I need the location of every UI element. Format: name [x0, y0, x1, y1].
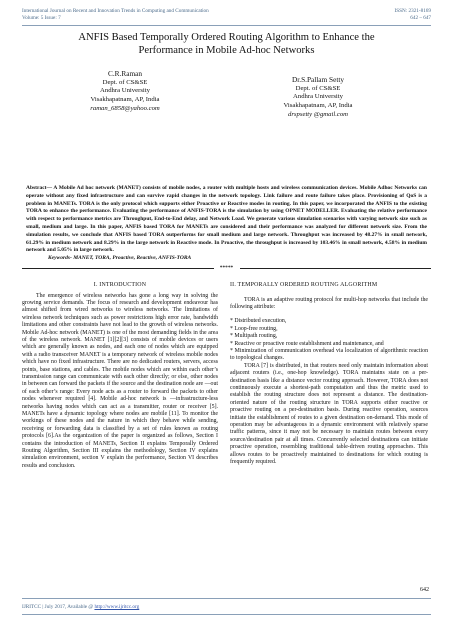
- keywords: [48, 255, 191, 261]
- author-email[interactable]: raman_6858@yahoo.com: [90, 105, 160, 113]
- section-2-body: TORA [7] is distributed, in that routers need only maintain information about adjacent routers (i.e., one-hop knowledge). TORA maintains state on a per-destination basis like a distance vector routing approach. However, TORA does not continuously execute a shortest-path computation and thus the metric used to establish the routing structure does not represent a distance. The destination-oriented nature of the routing structure in TORA supports either reactive or proactive routing on a per-destination basis. During reactive operation, sources initiate the establishment of routes to a given destination on-demand. This mode of operation may be advantageous in a dynamic environment with relatively sparse traffic patterns, since it may not be necessary to maintain routes between every source/destination pair at all times. Concurrently selected destinations can initiate proactive operation, resembling traditional table-driven routing approaches. This allows routes to be proactively maintained to destinations for which routing is frequently required.: [230, 362, 428, 466]
- author-name: C.R.Raman: [107, 69, 143, 78]
- abstract: [26, 185, 427, 255]
- list-item: * Distributed execution,: [230, 318, 287, 325]
- author-block-2: [248, 75, 388, 120]
- author-dept: Dept. of CS&SE: [295, 84, 341, 92]
- keywords-text: MANET, TORA, Proactive, Reactive, ANFIS-TORA: [71, 255, 192, 261]
- title-line-2: Performance in Mobile Ad-hoc Networks: [138, 45, 315, 57]
- page-number: 642: [420, 587, 429, 593]
- separator-stars: *****: [219, 265, 234, 271]
- author-city: Visakhapatnam, AP, India: [283, 102, 353, 110]
- author-email[interactable]: drspsetty @gmail.com: [287, 111, 349, 119]
- journal-volume: Volume: 5 Issue: 7: [22, 14, 61, 21]
- section-2-heading: II. TEMPORALLY ORDERED ROUTING ALGORITHM: [230, 282, 378, 288]
- journal-link[interactable]: http://www.ijritcc.org: [94, 604, 140, 610]
- section-2-intro: TORA is an adaptive routing protocol for multi-hop networks that include the following attribute:: [230, 296, 428, 310]
- attribute-list: [230, 318, 428, 362]
- section-1-body: The emergence of wireless networks has gone a long way in solving the growing service demands. The focus of research and development endeavour has almost shifted from wired networks to wireless networks. The limitations of wireless network techniques such as power restrictions high error rate, bandwidth limitations and other constraints have not lead to the growth of wireless networks. Mobile Ad-hoc network (MANET) is one of the most demanding fields in the area of the wireless network. MANET [1][2][3] consists of mobile devices or users which are generally known as nodes, and each one of nodes which are equipped with a radio transceiver MANET is a temporary network of wireless mobile nodes which have no fixed infrastructure. There are no dedicated routers, servers, access points, base stations, and cables. The mobile nodes which are within each other’s transmission range can communicate with each other directly; or else, other nodes in between can forward the packets if the source and the destination node are ―out of each other’s range: Every node acts as a router to forward the packets to other nodes whenever required [4]. Mobile ad-hoc network is ―infrastructure-less networks having nodes which can act as a transmitter, router or receiver [5]. MANETs have a dynamic topology where nodes are mobile [11]. To monitor the workings of these nodes and the nature in which they behave while sending, receiving or forwarding data is classified by a set of rules known as routing protocols [6].As the organization of the paper is organized as follows, Section I contains the introduction of MANETs, Section II explains Temporally Ordered Routing Algorithm, Section III explains the methodology, Section IV explains simulation environment, section V explain the performance, Section VI describes results and conclusion.: [22, 292, 218, 469]
- journal-header: [22, 8, 209, 21]
- footer-rule: [22, 598, 431, 599]
- list-item: * Multipath routing,: [230, 333, 278, 340]
- author-university: Andhra University: [293, 93, 343, 101]
- left-column: [22, 282, 218, 470]
- list-item: * Loop-free routing,: [230, 325, 278, 332]
- abstract-label: Abstract: [26, 185, 47, 191]
- abstract-text: — A Mobile Ad hoc network (MANET) consists of mobile nodes, a router with multiple hosts and wireless communication devices. Mobile Adhoc Networks can operate without any fixed infrastructure and can survive rapid changes in the network topology. Link failure and route failure takes place. Provisioning of QoS is a problem in MANETs. TORA is the only protocol which supports either Proactive or Reactive modes in routing. In this paper, we incorporated the ANFIS to the existing TORA to enhance the performance. Evaluating the performance of ANFIS-TORA is the simulation by using OPNET MODELLER. Evaluating the relative performance with respect to performance metrics are Throughput, End-to-End delay, and Network Load. We generate various simulation scenarios with varying network size such as small, medium and large. In this paper, ANFIS based TORA for MANETs are considered and their performance was analyzed for different network size. From the simulation results, we conclude that ANFIS based TORA outperforms for small medium and large network. Throughput was increased by 48.27% in small network, 61.29% in medium network and 8.29% in the large network in Reactive mode. In Proactive, the throughput is increased by 103.46% in small network, 4.58% in medium network and 5.05% in large network.: [26, 185, 427, 254]
- issn: ISSN: 2321-8169: [394, 8, 431, 14]
- header-rule: [22, 25, 431, 26]
- title-line-1: ANFIS Based Temporally Ordered Routing Algorithm to Enhance the: [78, 32, 375, 43]
- page-range: 642 – 647: [410, 14, 431, 21]
- list-item: * Minimization of communication overhead via localization of algorithmic reaction to topological changes.: [230, 347, 428, 362]
- section-1-heading: I. INTRODUCTION: [93, 282, 147, 288]
- footer-text: IJRITCC | July 2017, Available @: [22, 604, 95, 610]
- footer-bottom-rule: [22, 614, 431, 615]
- author-university: Andhra University: [100, 87, 150, 95]
- separator-line-right: [240, 268, 431, 269]
- journal-name: International Journal on Recent and Innovation Trends in Computing and Communication: [22, 8, 209, 14]
- author-city: Visakhapatnam, AP, India: [90, 96, 160, 104]
- paper-title: [30, 31, 423, 57]
- author-dept: Dept. of CS&SE: [102, 78, 148, 86]
- right-column: [230, 282, 428, 466]
- author-name: Dr.S.Pallam Setty: [291, 75, 345, 84]
- list-item: * Reactive or proactive route establishment and maintenance, and: [230, 340, 384, 347]
- footer: [22, 604, 139, 610]
- keywords-label: Keywords-: [48, 255, 72, 261]
- author-block-1: [60, 69, 190, 114]
- issn-block: [395, 8, 431, 21]
